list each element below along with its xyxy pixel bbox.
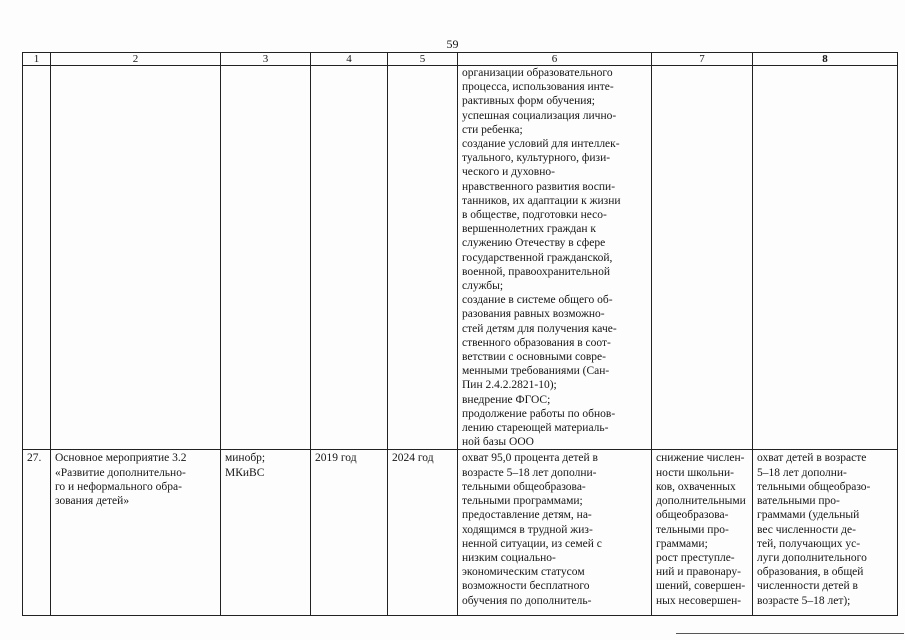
text-line: численности детей в [757,580,858,593]
text-line: государственной гражданской, [462,251,613,264]
text-line: шений, совершен- [656,580,746,593]
cont-col-2 [51,66,221,450]
continuation-row [23,66,898,450]
text-line: граммами (удельный [757,509,860,522]
text-line: создание условий для интеллек- [462,138,620,151]
text-line: го и неформального обра- [55,480,182,493]
cont-col-6-text [458,66,652,450]
consequences [652,450,753,616]
text-line: вательными про- [757,495,840,508]
text-line: менными требованиями (Сан- [462,365,610,378]
indicator-link [753,450,898,616]
text-line: военной, правоохранительной [462,265,610,278]
text-line: тельными про- [656,523,729,536]
text-line: возможности бесплатного [462,580,590,593]
header-col-1: 1 [23,53,51,66]
text-line: ков, охваченных [656,480,736,493]
text-line: тей, получающих ус- [757,537,861,550]
text-line: МКиВС [225,466,265,479]
text-line: охват детей в возрасте [757,452,867,465]
text-line: тельными общеобразо- [757,480,871,493]
text-line: в обществе, подготовки несо- [462,209,607,222]
text-line: служению Отечеству в сфере [462,237,606,250]
text-line: рост преступле- [656,551,735,564]
text-line: ненной ситуации, из семей с [462,537,602,550]
cont-col-7 [652,66,753,450]
expected-result [458,450,652,616]
header-col-4: 4 [311,53,388,66]
text-line: ных несовершен- [656,594,742,607]
text-line: вес численности де- [757,523,856,536]
activity-name [51,450,221,616]
text-line: ходящимся в трудной жиз- [462,523,593,536]
text-line: «Развитие дополнительно- [55,466,186,479]
text-line: граммами; [656,537,708,550]
text-line: стей детям для получения каче- [462,322,617,335]
text-line: внедрение ФГОС; [462,393,551,406]
table-row-27 [23,450,898,616]
end-year: 2024 год [388,450,458,616]
text-line: успешная социализация лично- [462,109,617,122]
text-line: Пин 2.4.2.2821-10); [462,379,557,392]
text-line: создание в системе общего об- [462,294,613,307]
text-line: ственного образования в соот- [462,336,611,349]
text-line: ности школьни- [656,466,734,479]
text-line: рактивных форм обучения; [462,95,595,108]
text-line: вершеннолетних граждан к [462,223,596,236]
text-line: лению стареющей материаль- [462,422,609,435]
text-line: сти ребенка; [462,123,523,136]
header-col-3: 3 [221,53,311,66]
text-line: экономическим статусом [462,566,585,579]
text-line: ной базы ООО [462,436,534,449]
text-line: ветствии с основными совре- [462,351,606,364]
start-year: 2019 год [311,450,388,616]
page-number: 59 [446,37,459,51]
text-line: службы; [462,280,504,293]
row-number: 27. [23,450,51,616]
text-line: возрасте 5–18 лет дополни- [462,466,597,479]
text-line: ческого и духовно- [462,166,555,179]
text-line: предоставление детям, на- [462,509,592,522]
text-line: луги дополнительного [757,551,867,564]
cont-col-3 [221,66,311,450]
text-line: тельными общеобразова- [462,480,586,493]
header-row [23,53,898,66]
header-col-8: 8 [753,53,898,66]
text-line: охват 95,0 процента детей в [462,452,598,465]
document-table [22,52,898,616]
text-line: танников, их адаптации к жизни [462,194,621,207]
text-line: нравственного развития воспи- [462,180,616,193]
text-line: обучения по дополнитель- [462,594,592,607]
footer-rule [676,633,904,634]
text-line: ний и правонару- [656,566,741,579]
text-line: низким социально- [462,551,556,564]
cont-col-4 [311,66,388,450]
text-line: минобр; [225,452,266,465]
text-line: 5–18 лет дополни- [757,466,847,479]
text-line: разования равных возможно- [462,308,605,321]
text-line: организации образовательного [462,67,613,79]
cont-col-8 [753,66,898,450]
responsible-executor [221,450,311,616]
cont-col-1 [23,66,51,450]
text-line: процесса, использования инте- [462,81,614,94]
text-line: тельными программами; [462,495,583,508]
text-line: Основное мероприятие 3.2 [55,452,187,465]
text-line: зования детей» [55,495,130,508]
text-line: образования, в общей [757,566,864,579]
header-col-2: 2 [51,53,221,66]
text-line: снижение числен- [656,452,745,465]
text-line: возрасте 5–18 лет); [757,594,851,607]
text-line: дополнительными [656,495,746,508]
cont-col-5 [388,66,458,450]
text-line: общеобразова- [656,509,729,522]
header-col-6: 6 [458,53,652,66]
header-col-5: 5 [388,53,458,66]
text-line: туального, культурного, физи- [462,152,611,165]
text-line: продолжение работы по обнов- [462,407,616,420]
header-col-7: 7 [652,53,753,66]
